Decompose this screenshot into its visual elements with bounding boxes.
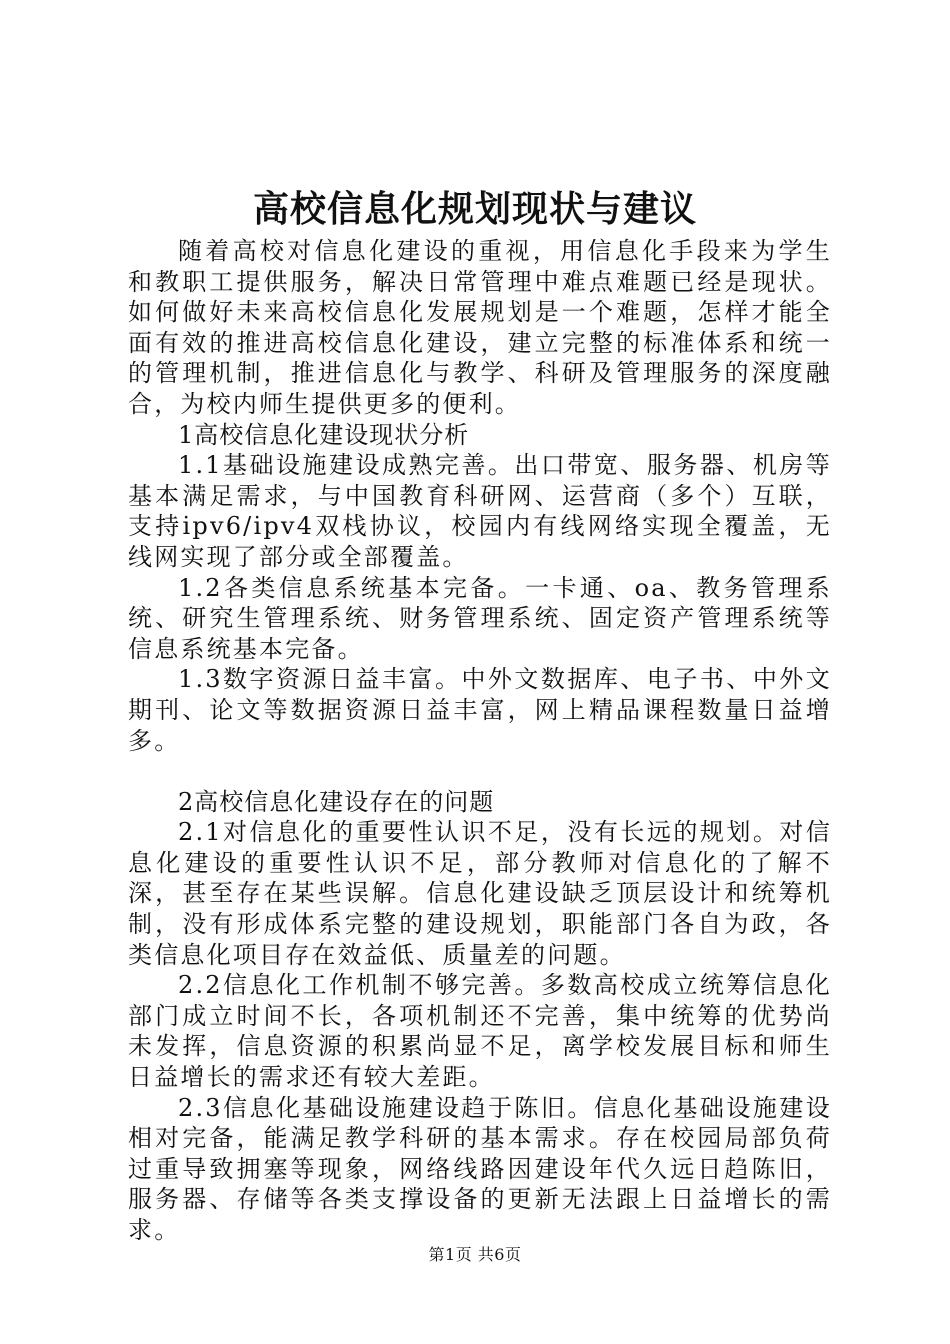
document-title: 高校信息化规划现状与建议 — [252, 188, 697, 230]
document-body — [128, 236, 832, 1246]
section-2-2-paragraph: 2.2信息化工作机制不够完善。多数高校成立统筹信息化部门成立时间不长，各项机制还不完善，集中统筹的优势尚未发挥，信息资源的积累尚显不足，离学校发展目标和师生日益增长的需求还有较大差距。 — [128, 971, 832, 1092]
page-footer: 第1页 共6页 — [428, 1245, 522, 1264]
section-1-3-paragraph: 1.3数字资源日益丰富。中外文数据库、电子书、中外文期刊、论文等数据资源日益丰富，网上精品课程数量日益增多。 — [128, 665, 832, 755]
section-1-1-paragraph: 1.1基础设施建设成熟完善。出口带宽、服务器、机房等基本满足需求，与中国教育科研网、运营商（多个）互联，支持ipv6/ipv4双栈协议，校园内有线网络实现全覆盖，无线网实现了部分或全部覆盖。 — [128, 451, 832, 571]
section-1-2-paragraph: 1.2各类信息系统基本完备。一卡通、oa、教务管理系统、研究生管理系统、财务管理系统、固定资产管理系统等信息系统基本完备。 — [128, 573, 832, 663]
section-2-heading: 2高校信息化建设存在的问题 — [178, 787, 495, 816]
section-2-3-paragraph: 2.3信息化基础设施建设趋于陈旧。信息化基础设施建设相对完备，能满足教学科研的基本需求。存在校园局部负荷过重导致拥塞等现象，网络线路因建设年代久远日趋陈旧，服务器、存储等各类支撑设备的更新无法跟上日益增长的需求。 — [128, 1093, 832, 1244]
paragraph-spacer — [128, 756, 832, 787]
intro-paragraph: 随着高校对信息化建设的重视，用信息化手段来为学生和教职工提供服务，解决日常管理中难点难题已经是现状。如何做好未来高校信息化发展规划是一个难题，怎样才能全面有效的推进高校信息化建设，建立完整的标准体系和统一的管理机制，推进信息化与教学、科研及管理服务的深度融合，为校内师生提供更多的便利。 — [128, 237, 832, 418]
section-1-heading: 1高校信息化建设现状分析 — [178, 420, 470, 449]
section-2-1-paragraph: 2.1对信息化的重要性认识不足，没有长远的规划。对信息化建设的重要性认识不足，部分教师对信息化的了解不深，甚至存在某些误解。信息化建设缺乏顶层设计和统筹机制，没有形成体系完整的建设规划，职能部门各自为政，各类信息化项目存在效益低、质量差的问题。 — [128, 818, 832, 969]
